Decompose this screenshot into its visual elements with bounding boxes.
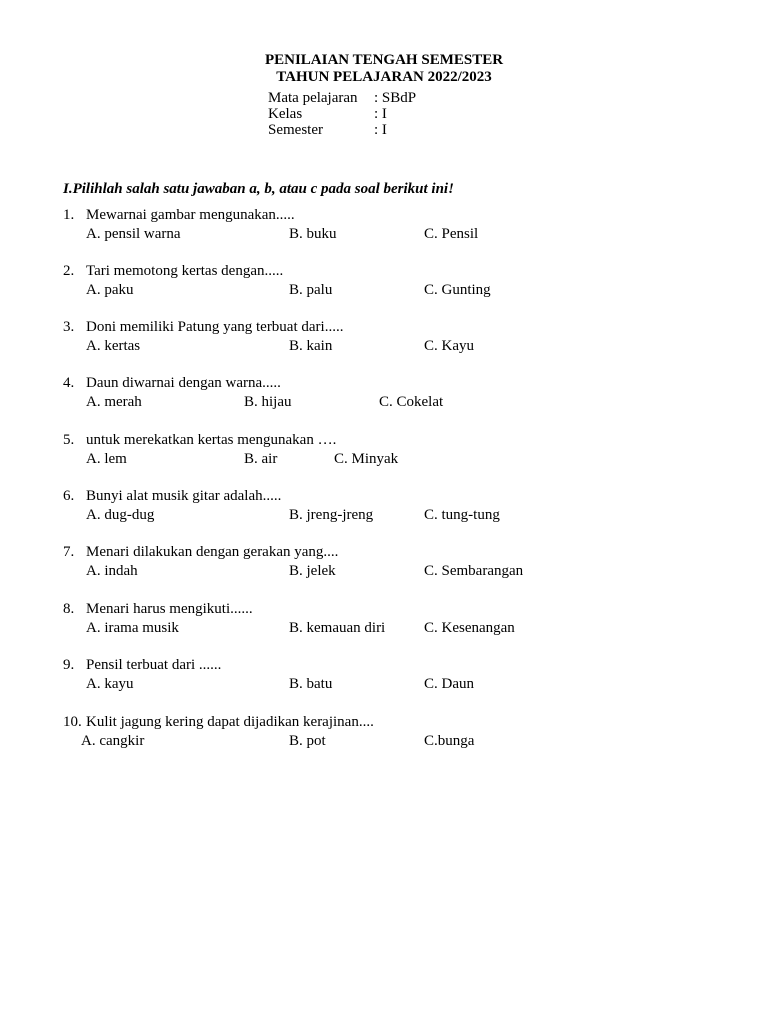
- question-number: 4.: [63, 375, 75, 391]
- instruction-text: I.Pilihlah salah satu jawaban a, b, atau c pada soal berikut ini!: [63, 181, 454, 197]
- question-item: [0, 714, 768, 754]
- option-a: A. cangkir: [81, 733, 145, 749]
- question-item: [0, 432, 768, 472]
- meta-value: : I: [374, 122, 387, 138]
- question-item: [0, 544, 768, 584]
- option-c: C. Pensil: [424, 226, 479, 242]
- question-item: [0, 319, 768, 359]
- option-b: B. batu: [289, 676, 333, 692]
- question-number: 10.: [63, 714, 82, 730]
- meta-value: : I: [374, 106, 387, 122]
- option-b: B. jreng-jreng: [289, 507, 374, 523]
- option-a: A. kayu: [86, 676, 134, 692]
- question-item: [0, 207, 768, 247]
- option-a: A. indah: [86, 563, 138, 579]
- question-text: Menari harus mengikuti......: [86, 601, 253, 617]
- question-text: untuk merekatkan kertas mengunakan ….: [86, 432, 337, 448]
- question-number: 5.: [63, 432, 75, 448]
- option-a: A. irama musik: [86, 620, 179, 636]
- option-b: B. kemauan diri: [289, 620, 386, 636]
- question-number: 9.: [63, 657, 75, 673]
- option-c: C. Sembarangan: [424, 563, 524, 579]
- question-number: 6.: [63, 488, 75, 504]
- question-item: [0, 657, 768, 697]
- question-item: [0, 601, 768, 641]
- option-b: B. hijau: [244, 394, 292, 410]
- option-b: B. air: [244, 451, 278, 467]
- meta-key: Mata pelajaran: [268, 90, 358, 106]
- question-text: Mewarnai gambar mengunakan.....: [86, 207, 295, 223]
- option-c: C. Daun: [424, 676, 474, 692]
- option-a: A. merah: [86, 394, 142, 410]
- option-a: A. lem: [86, 451, 127, 467]
- meta-key: Semester: [268, 122, 323, 138]
- option-c: C.bunga: [424, 733, 475, 749]
- question-text: Kulit jagung kering dapat dijadikan kerajinan....: [86, 714, 374, 730]
- question-text: Tari memotong kertas dengan.....: [86, 263, 284, 279]
- question-text: Menari dilakukan dengan gerakan yang....: [86, 544, 339, 560]
- question-number: 7.: [63, 544, 75, 560]
- document-title: PENILAIAN TENGAH SEMESTER: [264, 52, 504, 68]
- question-item: [0, 488, 768, 528]
- option-a: A. dug-dug: [86, 507, 155, 523]
- question-item: [0, 263, 768, 303]
- meta-key: Kelas: [268, 106, 303, 122]
- option-b: B. buku: [289, 226, 337, 242]
- option-b: B. palu: [289, 282, 333, 298]
- option-a: A. paku: [86, 282, 134, 298]
- option-b: B. jelek: [289, 563, 336, 579]
- question-number: 1.: [63, 207, 75, 223]
- option-c: C. Kesenangan: [424, 620, 515, 636]
- meta-value: : SBdP: [374, 90, 417, 106]
- question-text: Pensil terbuat dari ......: [86, 657, 222, 673]
- option-c: C. Kayu: [424, 338, 474, 354]
- question-text: Daun diwarnai dengan warna.....: [86, 375, 281, 391]
- question-number: 3.: [63, 319, 75, 335]
- question-number: 8.: [63, 601, 75, 617]
- question-text: Bunyi alat musik gitar adalah.....: [86, 488, 282, 504]
- question-number: 2.: [63, 263, 75, 279]
- question-item: [0, 375, 768, 415]
- option-b: B. kain: [289, 338, 333, 354]
- option-c: C. Cokelat: [379, 394, 444, 410]
- option-c: C. Gunting: [424, 282, 491, 298]
- option-c: C. Minyak: [334, 451, 399, 467]
- option-c: C. tung-tung: [424, 507, 500, 523]
- option-b: B. pot: [289, 733, 326, 749]
- question-text: Doni memiliki Patung yang terbuat dari.....: [86, 319, 344, 335]
- document-subtitle: TAHUN PELAJARAN 2022/2023: [276, 69, 492, 85]
- option-a: A. kertas: [86, 338, 141, 354]
- option-a: A. pensil warna: [86, 226, 181, 242]
